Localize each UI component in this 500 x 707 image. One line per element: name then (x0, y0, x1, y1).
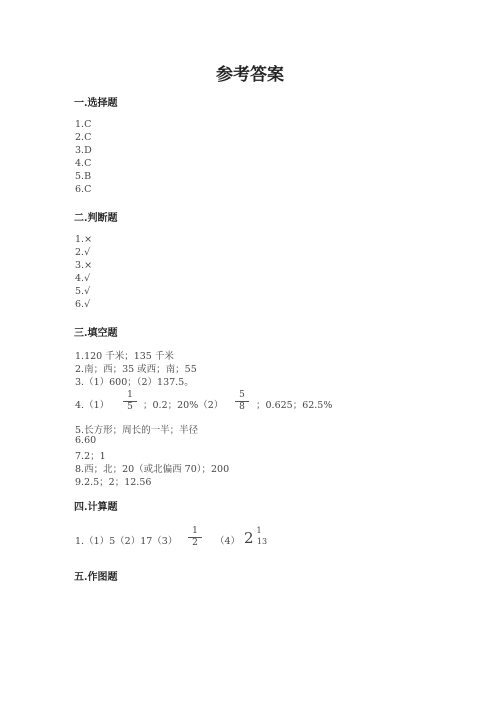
answer-line: 2.C (75, 132, 92, 143)
answer-line: 4.C (75, 158, 92, 169)
answer-line-middle: ；0.2；20%（2） (143, 400, 224, 411)
answer-line: 6.C (75, 184, 92, 195)
section-heading-choice: 一.选择题 (74, 98, 118, 109)
page-title: 参考答案 (216, 65, 284, 85)
mixed-whole: 2 (244, 529, 254, 547)
fraction (123, 390, 137, 413)
answer-line: 6.60 (75, 435, 97, 446)
fraction (188, 526, 202, 549)
answer-line: 1.× (75, 234, 93, 245)
answer-line: 1.C (75, 119, 92, 130)
fraction (235, 390, 249, 413)
fraction-denominator: 8 (239, 402, 245, 412)
answer-line: 5.√ (75, 286, 91, 297)
answer-line-suffix: ；0.625；62.5% (256, 400, 333, 411)
answer-line: 1.120 千米；135 千米 (75, 351, 174, 362)
answer-line: 3.D (75, 145, 92, 156)
fraction-numerator: 1 (123, 390, 137, 402)
answer-line: 6.√ (75, 299, 91, 310)
answer-line: 3.× (75, 260, 93, 271)
answer-line-middle: （4） (215, 536, 241, 547)
answer-line: 9.2.5；2；12.56 (75, 477, 152, 488)
fraction-numerator: 1 (188, 526, 202, 538)
answer-line: 2.南；西；35 或西；南；55 (75, 364, 197, 375)
fraction-numerator: 5 (235, 390, 249, 402)
fraction-denominator: 2 (192, 538, 198, 548)
section-heading-calc: 四.计算题 (74, 502, 118, 513)
section-heading-judge: 二.判断题 (74, 213, 118, 224)
mixed-denominator: 13 (256, 537, 268, 546)
answer-line-prefix: 4.（1） (75, 400, 110, 411)
answer-line: 7.2；1 (75, 451, 106, 462)
answer-line: 5.B (75, 171, 92, 182)
answer-line-prefix: 1.（1）5（2）17（3） (75, 536, 178, 547)
answer-line: 5.长方形；周长的一半；半径 (75, 425, 199, 436)
answer-line: 2.√ (75, 247, 91, 258)
section-heading-fill: 三.填空题 (74, 328, 118, 339)
fraction-denominator: 5 (127, 402, 133, 412)
answer-line: 3.（1）600；（2）137.5。 (75, 377, 194, 388)
mixed-number (244, 526, 268, 547)
mixed-numerator: 1 (256, 526, 262, 535)
answer-line: 4.√ (75, 273, 91, 284)
section-heading-draw: 五.作图题 (74, 572, 118, 583)
answer-line: 8.西；北；20（或北偏西 70）；200 (75, 464, 230, 475)
